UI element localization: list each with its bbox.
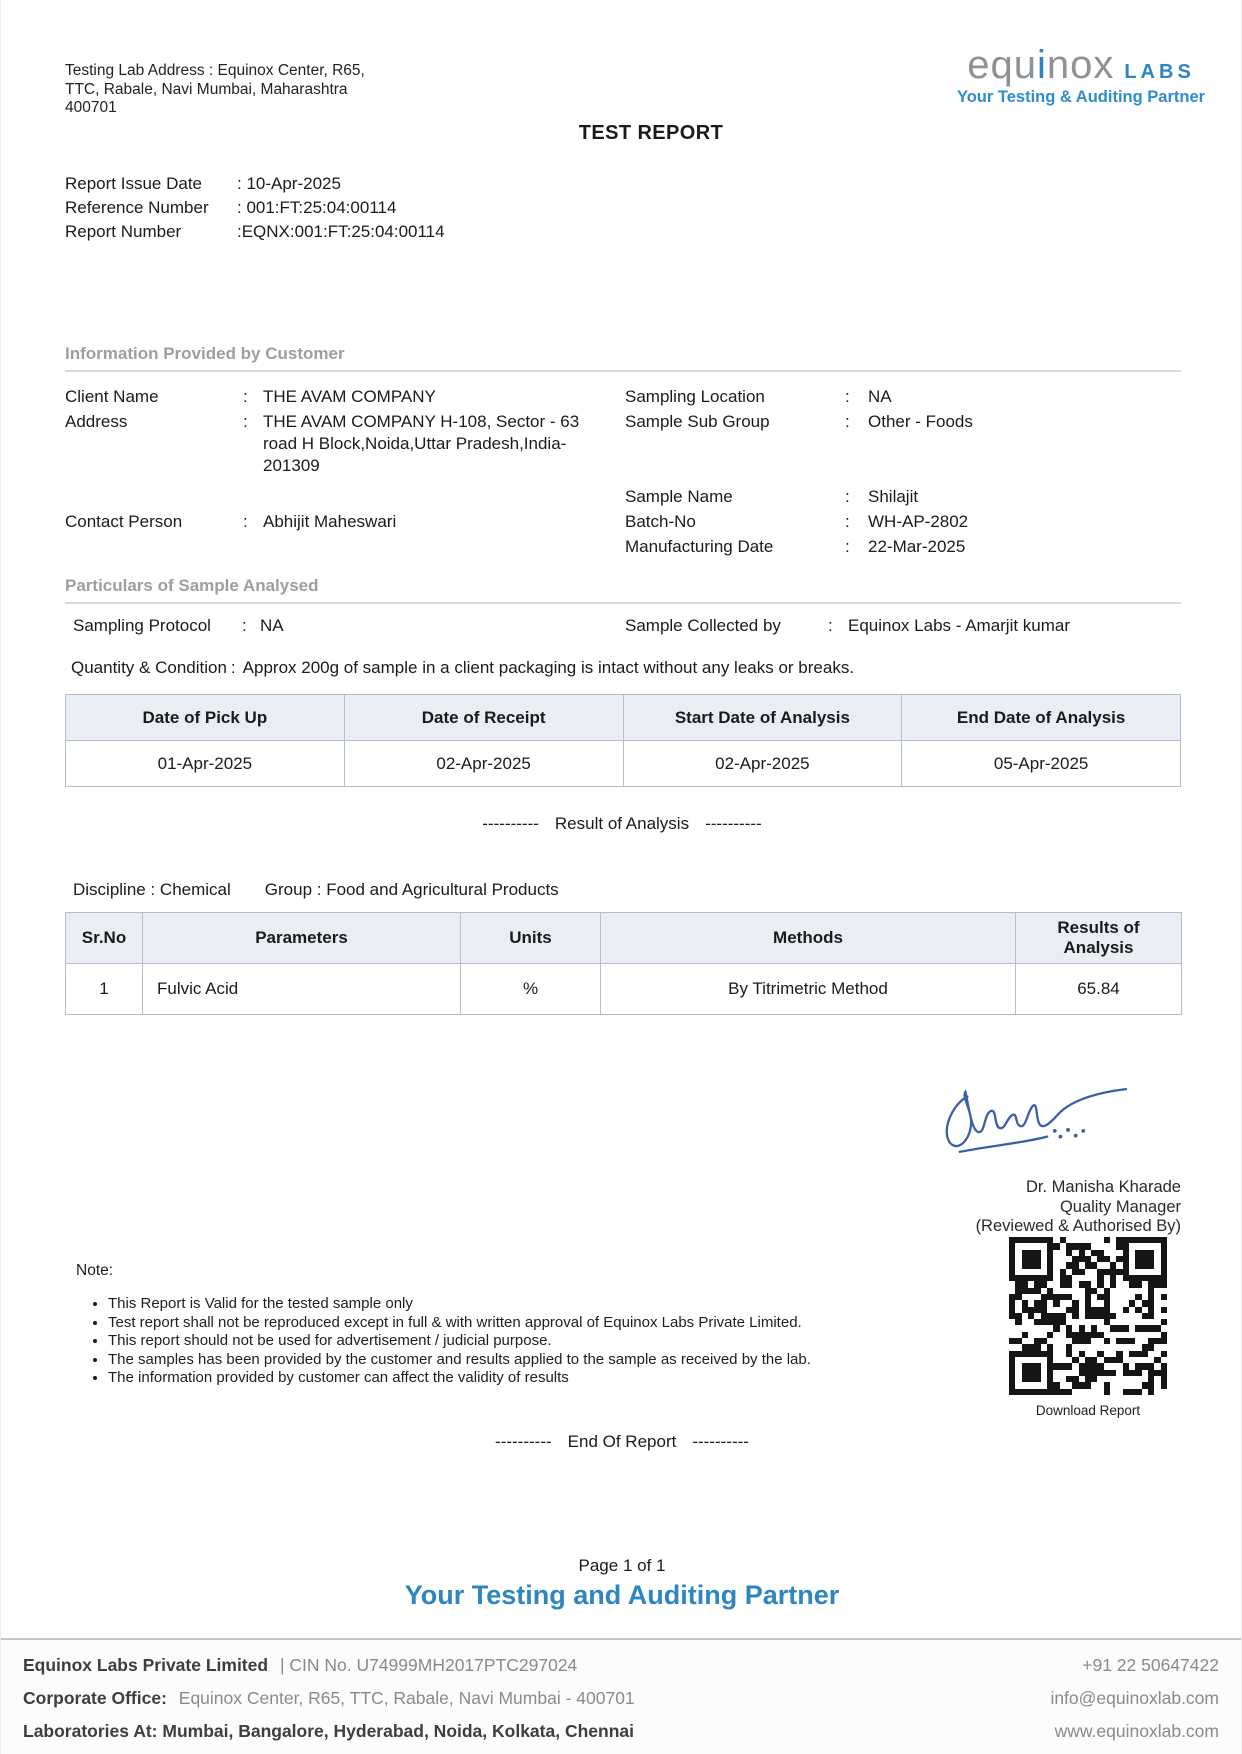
reference-number-value: : 001:FT:25:04:00114 bbox=[237, 198, 397, 217]
laboratories-list: Laboratories At: Mumbai, Bangalore, Hyderabad, Noida, Kolkata, Chennai bbox=[23, 1721, 634, 1741]
contact-person-value: Abhijit Maheswari bbox=[263, 512, 397, 531]
colon: : bbox=[243, 387, 248, 406]
page-number: Page 1 of 1 bbox=[578, 1556, 666, 1575]
footer-office-line bbox=[23, 1682, 635, 1715]
table-row bbox=[66, 964, 1182, 1015]
logo-text-pre: equ bbox=[967, 43, 1037, 87]
batch-no-value: WH-AP-2802 bbox=[868, 512, 969, 531]
analysis-dates-table bbox=[65, 694, 1181, 787]
logo-tagline: Your Testing & Auditing Partner bbox=[956, 88, 1206, 106]
divider-dashes: ---------- bbox=[692, 1432, 749, 1451]
note-item: • This report should not be used for advertisement / judicial purpose. bbox=[108, 1332, 886, 1351]
field-label: Address bbox=[65, 412, 128, 431]
colon: : bbox=[242, 616, 247, 635]
field-label: Sampling Location bbox=[625, 387, 765, 406]
section-heading-customer-info: Information Provided by Customer bbox=[65, 344, 1181, 372]
note-item: • The samples has been provided by the customer and results applied to the sample as received by the lab. bbox=[108, 1351, 886, 1370]
quantity-condition-row bbox=[71, 658, 854, 678]
report-number-value: :EQNX:001:FT:25:04:00114 bbox=[237, 222, 445, 241]
field-label: Contact Person bbox=[65, 512, 183, 531]
pickup-date-cell: 01-Apr-2025 bbox=[66, 741, 345, 787]
quantity-condition-value: Approx 200g of sample in a client packaging is intact without any leaks or breaks. bbox=[242, 658, 855, 677]
logo-labs-text: LABS bbox=[1124, 61, 1195, 83]
colon: : bbox=[845, 512, 850, 531]
column-header: Date of Receipt bbox=[344, 695, 623, 741]
bottom-tagline: Your Testing and Auditing Partner bbox=[404, 1580, 840, 1610]
footer-email: info@equinoxlab.com bbox=[1050, 1688, 1219, 1708]
office-label: Corporate Office: bbox=[23, 1688, 167, 1708]
footer-phone: +91 22 50647422 bbox=[1082, 1655, 1219, 1675]
divider-dashes: ---------- bbox=[705, 814, 762, 833]
column-header: Start Date of Analysis bbox=[623, 695, 902, 741]
note-item: • The information provided by customer can affect the validity of results bbox=[108, 1369, 886, 1388]
equinox-labs-logo bbox=[943, 44, 1219, 107]
lab-address bbox=[65, 62, 401, 118]
column-header: Date of Pick Up bbox=[66, 695, 345, 741]
method-cell: By Titrimetric Method bbox=[601, 964, 1016, 1015]
divider-label: Result of Analysis bbox=[554, 814, 690, 833]
particulars-section bbox=[65, 616, 1181, 646]
reference-number-row bbox=[65, 196, 445, 220]
sample-collected-by-value: Equinox Labs - Amarjit kumar bbox=[848, 616, 1071, 635]
field-label: Sampling Protocol bbox=[73, 616, 211, 635]
footer-row-office bbox=[23, 1682, 1219, 1715]
signatory-name: Dr. Manisha Kharade bbox=[1025, 1178, 1181, 1196]
colon: : bbox=[230, 658, 236, 677]
colon: : bbox=[828, 616, 833, 635]
notes-list bbox=[76, 1295, 886, 1388]
table-header-row bbox=[66, 913, 1182, 964]
field-label: Manufacturing Date bbox=[625, 537, 774, 556]
lab-address-line: Testing Lab Address : Equinox Center, R65, bbox=[65, 62, 365, 79]
report-issue-date-row bbox=[65, 172, 445, 196]
footer-website: www.equinoxlab.com bbox=[1054, 1721, 1219, 1741]
logo-text-post: nox bbox=[1046, 43, 1115, 87]
note-item: • This Report is Valid for the tested sample only bbox=[108, 1295, 886, 1314]
receipt-date-cell: 02-Apr-2025 bbox=[344, 741, 623, 787]
signoff-block bbox=[881, 1072, 1181, 1237]
discipline-group-row bbox=[73, 880, 559, 900]
field-label: Reference Number bbox=[65, 198, 209, 217]
logo-text bbox=[967, 44, 1114, 86]
group-value: Group : Food and Agricultural Products bbox=[264, 880, 559, 899]
divider-label: End Of Report bbox=[567, 1432, 677, 1451]
footer-row-laboratories bbox=[23, 1715, 1219, 1748]
divider-dashes: ---------- bbox=[482, 814, 539, 833]
company-footer bbox=[1, 1638, 1241, 1754]
signatory-note: (Reviewed & Authorised By) bbox=[975, 1217, 1181, 1235]
column-header: Sr.No bbox=[66, 913, 143, 964]
column-header: Units bbox=[461, 913, 601, 964]
colon: : bbox=[243, 412, 248, 431]
office-address: Equinox Center, R65, TTC, Rabale, Navi Mumbai - 400701 bbox=[178, 1688, 635, 1708]
company-name: Equinox Labs Private Limited bbox=[23, 1655, 269, 1675]
note-item: • Test report shall not be reproduced except in full & with written approval of Equinox Labs Private Limited. bbox=[108, 1314, 886, 1333]
column-header: Parameters bbox=[143, 913, 461, 964]
notes-section bbox=[76, 1262, 886, 1388]
sampling-protocol-value: NA bbox=[260, 616, 284, 635]
colon: : bbox=[845, 537, 850, 556]
field-label: Report Number bbox=[65, 222, 182, 241]
column-header: Results of Analysis bbox=[1016, 913, 1182, 964]
field-label: Batch-No bbox=[625, 512, 696, 531]
results-table bbox=[65, 912, 1182, 1015]
table-header-row bbox=[66, 695, 1181, 741]
field-label: Quantity & Condition bbox=[71, 658, 227, 677]
sample-name-value: Shilajit bbox=[868, 487, 919, 506]
sr-no-cell: 1 bbox=[66, 964, 143, 1015]
field-label: Sample Name bbox=[625, 487, 733, 506]
colon: : bbox=[845, 387, 850, 406]
page-title: TEST REPORT bbox=[578, 122, 724, 144]
signature-image bbox=[928, 1072, 1153, 1167]
colon: : bbox=[845, 487, 850, 506]
qr-code bbox=[1009, 1237, 1167, 1395]
discipline-value: Discipline : Chemical bbox=[73, 880, 231, 899]
end-of-report-divider bbox=[1, 1432, 1242, 1452]
company-cin: | CIN No. U74999MH2017PTC297024 bbox=[279, 1655, 578, 1675]
field-label: Client Name bbox=[65, 387, 159, 406]
table-row bbox=[66, 741, 1181, 787]
divider-dashes: ---------- bbox=[495, 1432, 552, 1451]
sampling-location-value: NA bbox=[868, 387, 892, 406]
client-name-value: THE AVAM COMPANY bbox=[263, 387, 436, 406]
footer-row-company bbox=[23, 1649, 1219, 1682]
customer-info-section bbox=[65, 386, 1181, 574]
analysis-start-date-cell: 02-Apr-2025 bbox=[623, 741, 902, 787]
colon: : bbox=[845, 412, 850, 431]
signatory-details bbox=[881, 1178, 1181, 1237]
signatory-role: Quality Manager bbox=[1059, 1197, 1181, 1216]
manufacturing-date-value: 22-Mar-2025 bbox=[868, 537, 966, 556]
result-cell: 65.84 bbox=[1016, 964, 1182, 1015]
result-of-analysis-divider bbox=[1, 814, 1242, 834]
column-header: Methods bbox=[601, 913, 1016, 964]
logo-text-i: i bbox=[1036, 43, 1047, 87]
analysis-end-date-cell: 05-Apr-2025 bbox=[902, 741, 1181, 787]
parameter-cell: Fulvic Acid bbox=[143, 964, 461, 1015]
qr-caption: Download Report bbox=[1035, 1403, 1141, 1418]
report-issue-date-value: : 10-Apr-2025 bbox=[237, 174, 341, 193]
field-label: Report Issue Date bbox=[65, 174, 203, 193]
footer-laboratories-line bbox=[23, 1715, 641, 1748]
address-value: THE AVAM COMPANY H-108, Sector - 63 road H Block,Noida,Uttar Pradesh,India-201309 bbox=[263, 412, 580, 475]
column-header: End Date of Analysis bbox=[902, 695, 1181, 741]
lab-address-line: TTC, Rabale, Navi Mumbai, Maharashtra bbox=[65, 80, 348, 98]
notes-heading: Note: bbox=[76, 1262, 114, 1279]
field-label: Sample Collected by bbox=[625, 616, 781, 635]
report-number-row bbox=[65, 220, 445, 244]
logo-wordmark bbox=[943, 44, 1219, 86]
sample-sub-group-value: Other - Foods bbox=[868, 412, 973, 431]
unit-cell: % bbox=[461, 964, 601, 1015]
section-heading-particulars: Particulars of Sample Analysed bbox=[65, 576, 1181, 604]
field-label: Sample Sub Group bbox=[625, 412, 770, 431]
report-meta bbox=[65, 172, 445, 244]
colon: : bbox=[243, 512, 248, 531]
lab-address-line: 400701 bbox=[65, 99, 117, 116]
footer-company-line bbox=[23, 1649, 577, 1682]
